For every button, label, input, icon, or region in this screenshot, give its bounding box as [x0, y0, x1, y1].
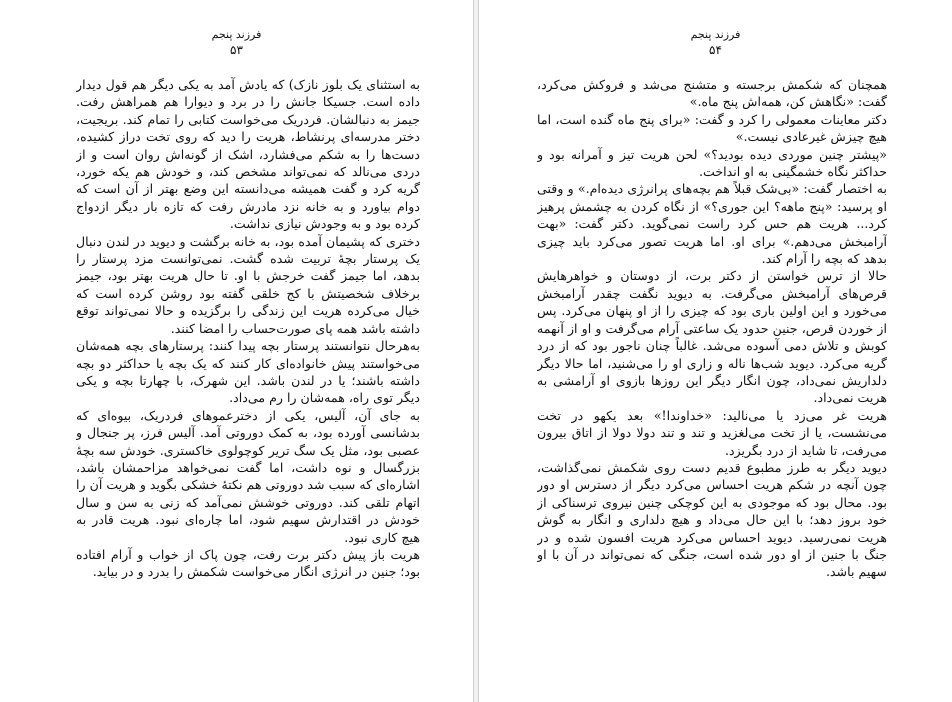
paragraph: به اختصار گفت: «بی‌شک قبلاً هم بچه‌های پرانرژی دیده‌ام.» و وقتی او پرسید: «پنج ماهه؟ این جوری؟» از نگاه کردن به چشمش پرهیز کرد... هریت هم حس کرد راست نمی‌گوید. دکتر گفت: «بهت آرامبخش می‌دهم.» برای او. اما هریت تصور می‌کرد باید چیزی بدهد که بچه را آرام کند. [537, 181, 887, 267]
page-number: ۵۴ [709, 43, 722, 57]
right-page [478, 0, 952, 702]
left-page [0, 0, 474, 702]
paragraph: هریت باز پیش دکتر برت رفت، چون پاک از خواب و آرام افتاده بود؛ جنین در انرژی انگار می‌خواست شکمش را بدرد و در بیاید. [76, 546, 420, 580]
paragraph: به استثنای یک بلوز نازک) که یادش آمد به یکی دیگر هم قول دیدار داده است. جسیکا جانش را در برد و دیوارا هم همراهش رفت. جیمز به دنبالشان. فردریک می‌خواست کتابی را تمام کند. بریجیت، دختر مدرسه‌ای پرنشاط، هریت را دید که روی تخت دراز کشیده، دست‌ها را به شکم می‌فشارد، اشک از گونه‌اش روان است و از دردی می‌نالد که نمی‌تواند مشخص کند، و خودش هم یکه خورد، گریه کرد و گفت همیشه می‌دانسته این وضع بهتر از آن است که دوام بیاورد و به خانه نزد مادرش رفت که تازه بار دیگر ازدواج کرده بود و به وجودش نیازی نداشت. [76, 77, 420, 232]
running-head: فرزند پنجم [211, 28, 262, 41]
paragraph: حالا از ترس خواستن از دکتر برت، از دوستان و خواهرهایش قرص‌های آرامبخش می‌گرفت. به دیوید نگفت چقدر آرامبخش می‌خورد و این اولین باری بود که چیزی را از او پنهان می‌کرد. پس از خوردن قرص، جنین حدود یک ساعتی آرام می‌گرفت و او از آنهمه کوبش و تلاش دمی آسوده می‌شد. غالباً چنان ناجور بود که از درد گریه می‌کرد. دیوید شب‌ها ناله و زاری او را می‌شنید، اما حالا دیگر دلداریش نمی‌داد، چون انگار دیگر این روزها بازوی او آرامشی به هریت نمی‌داد. [537, 268, 887, 406]
paragraph: دکتر معاینات معمولی را کرد و گفت: «برای پنج ماه گنده است، اما هیچ چیزش غیرعادی نیست.» [537, 111, 887, 145]
paragraph: دیوید دیگر به طرز مطبوع قدیم دست روی شکمش نمی‌گذاشت، چون آنچه در شکم هریت احساس می‌کرد دیگر از دسترس او دور بود. محال بود که موجودی به این کوچکی چنین نیروی ترسناکی از خود بروز دهد؛ با این حال می‌داد و هیچ دلداری و انگار به گوش هریت نمی‌رسید. دیوید احساس می‌کرد هریت افسون شده و در جنگ با جنین از او دور شده است، جنگی که نمی‌تواند در آن با او سهیم باشد. [537, 459, 887, 580]
page-body [537, 76, 887, 676]
paragraph: «پیشتر چنین موردی دیده بودید؟» لحن هریت تیز و آمرانه بود و حداکثر نگاه خشمگینی به او انداخت. [537, 146, 887, 180]
running-head: فرزند پنجم [690, 28, 741, 41]
paragraph: هریت غر می‌زد یا می‌نالید: «خداوندا!» بعد یکهو در تخت می‌نشست، یا از تخت می‌لغزید و تند و تند دولا دولا از اتاق بیرون می‌رفت، تا شاید از درد بگریزد. [537, 407, 887, 458]
paragraph: دختری که پشیمان آمده بود، به خانه برگشت و دیوید در لندن دنبال یک پرستار بچهٔ تربیت شده گشت. نمی‌توانست مزد پرستار را بدهد، اما جیمز گفت خرجش با او. تا حال هریت بهتر بود، جیمز برخلاف شخصیتش با کج خلقی گفته بود روشن کرده است که خیال می‌کرده هریت این زندگی را برگزیده و حالا نمی‌تواند توقع داشته باشد همه پای صورت‌حساب را امضا کنند. [76, 233, 420, 336]
paragraph: همچنان که شکمش برجسته و متشنج می‌شد و فروکش می‌کرد، گفت: «نگاهش کن، همه‌اش پنج ماه.» [537, 77, 887, 110]
paragraph: به جای آن، آلیس، یکی از دخترعموهای فردریک، بیوه‌ای که بدشانسی آورده بود، به کمک دوروتی آمد. آلیس فرز، پر جنجال و عصبی بود، مثل یک سگ تریر کوچولوی خاکستری. خودش سه بچهٔ بزرگسال و نوه داشت، اما گفت نمی‌خواهد مزاحمشان باشد، اشاره‌ای که سبب شد دوروتی هم نکتهٔ خشکی بگوید و هریت آن را اتهام تلقی کند. دوروتی خوشش نمی‌آمد که زنی به سن و سال خودش در اقتدارش سهیم شود، اما چاره‌ای نبود. هریت قادر به هیچ کاری نبود. [76, 407, 420, 545]
page-number: ۵۳ [230, 43, 243, 57]
page-body [76, 76, 420, 676]
paragraph: به‌هرحال نتوانستند پرستار بچه پیدا کنند: پرستارهای بچه همه‌شان می‌خواستند پیش خانواده‌ای کار کنند که یک بچه یا حداکثر دو بچه داشته باشند؛ یا در لندن باشد. این شهرک، با چهارتا بچه و یکی دیگر توی راه، همه‌شان را رم می‌داد. [76, 338, 420, 406]
